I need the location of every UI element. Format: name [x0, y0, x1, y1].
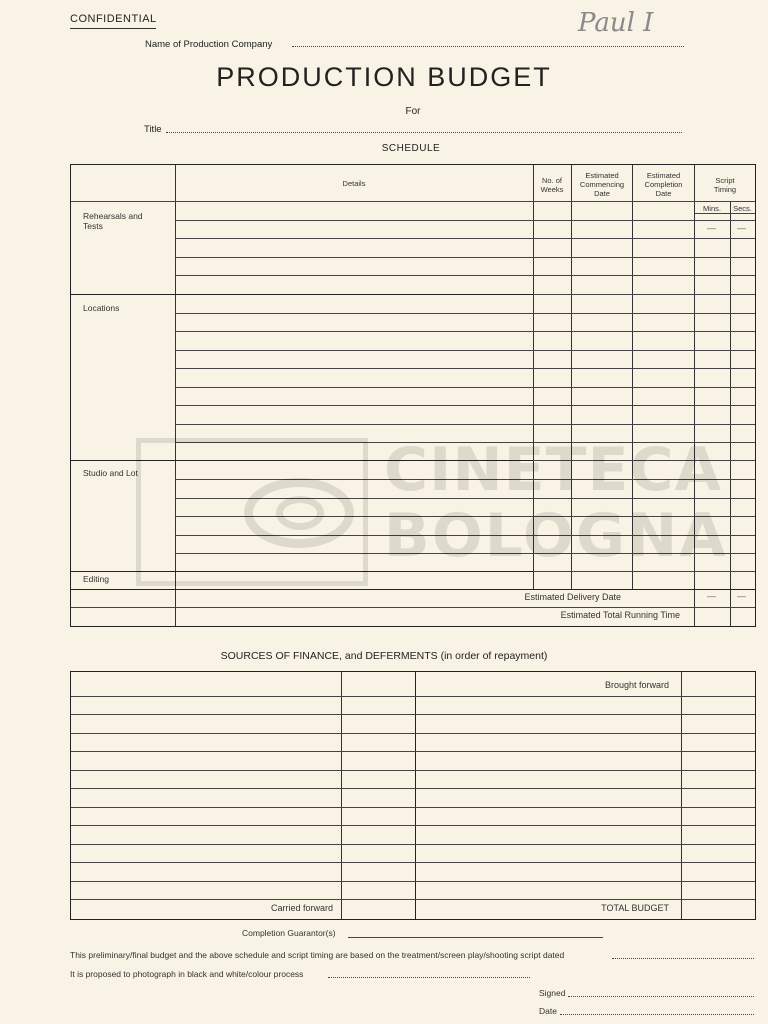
completion-header: Estimated Completion Date: [644, 171, 683, 198]
row-rule: [175, 350, 755, 351]
row-rule: [533, 294, 755, 295]
delivery-date-label: Estimated Delivery Date: [524, 592, 621, 602]
running-time-label: Estimated Total Running Time: [560, 610, 680, 620]
title-label: Title: [144, 124, 162, 135]
date-field[interactable]: [560, 1014, 754, 1015]
secs-dash: —: [737, 223, 746, 233]
photograph-process-field[interactable]: [328, 977, 530, 978]
details-header: Details: [342, 179, 366, 188]
production-company-field[interactable]: [292, 46, 684, 47]
row-rule: [175, 368, 755, 369]
finance-table: [70, 671, 756, 920]
row-rule: [71, 881, 755, 882]
budget-basis-note: This preliminary/final budget and the above schedule and script timing are based on the treatment/screen play/shooting script dated: [70, 950, 565, 960]
secs-dash: —: [737, 591, 746, 601]
timing-subheader-rule: [694, 213, 755, 214]
row-rule: [175, 257, 755, 258]
script-date-field[interactable]: [612, 958, 754, 959]
confidential-label: CONFIDENTIAL: [70, 13, 157, 25]
row-rule: [175, 313, 755, 314]
carried-forward-label: Carried forward: [270, 903, 333, 913]
signed-label: Signed: [539, 988, 566, 998]
locations-label: Locations: [83, 303, 120, 313]
row-rule: [71, 825, 755, 826]
date-label: Date: [539, 1006, 557, 1016]
row-rule: [175, 331, 755, 332]
completion-guarantor-field[interactable]: [348, 937, 603, 938]
row-rule: [71, 696, 755, 697]
mins-header: Mins.: [703, 204, 721, 213]
document-title: PRODUCTION BUDGET: [216, 62, 552, 92]
row-rule: [71, 751, 755, 752]
schedule-heading: SCHEDULE: [381, 143, 441, 154]
studio-label: Studio and Lot: [83, 468, 138, 478]
watermark-line-2: BOLOGNA: [384, 501, 728, 571]
header-rule: [71, 201, 755, 202]
row-rule: [175, 405, 755, 406]
commencing-header: Estimated Commencing Date: [579, 171, 625, 198]
script-timing-header: Script Timing: [713, 176, 737, 194]
watermark-line-1: CINETECA: [384, 435, 722, 505]
mins-dash: —: [707, 591, 716, 601]
editing-label: Editing: [83, 574, 109, 584]
completion-guarantor-label: Completion Guarantor(s): [242, 928, 336, 938]
row-rule: [175, 275, 755, 276]
row-rule: [71, 770, 755, 771]
rehearsals-label: Rehearsals and Tests: [83, 211, 143, 231]
confidential-underline: [70, 28, 156, 29]
row-rule: [71, 844, 755, 845]
photograph-process-note: It is proposed to photograph in black and white/colour process: [70, 969, 304, 979]
row-rule: [175, 387, 755, 388]
row-rule: [71, 714, 755, 715]
row-rule: [71, 899, 755, 900]
row-rule: [71, 807, 755, 808]
signed-field[interactable]: [568, 996, 754, 997]
mins-dash: —: [707, 223, 716, 233]
handwritten-note: Paul I: [578, 8, 654, 38]
cineteca-watermark: [136, 435, 728, 588]
total-budget-label: TOTAL BUDGET: [601, 903, 669, 913]
section-rule: [71, 589, 755, 590]
weeks-header: No. of Weeks: [540, 176, 564, 194]
watermark-logo-inner: [276, 496, 324, 530]
for-label: For: [405, 106, 421, 117]
finance-heading: SOURCES OF FINANCE, and DEFERMENTS (in order of repayment): [220, 650, 548, 662]
title-field[interactable]: [166, 132, 682, 133]
secs-header: Secs.: [733, 204, 752, 213]
row-rule: [175, 220, 755, 221]
row-rule: [71, 607, 755, 608]
production-company-label: Name of Production Company: [145, 39, 273, 50]
row-rule: [71, 788, 755, 789]
brought-forward-label: Brought forward: [604, 680, 669, 690]
row-rule: [175, 238, 755, 239]
column-divider: [730, 201, 731, 626]
section-rule: [71, 294, 533, 295]
row-rule: [71, 862, 755, 863]
row-rule: [175, 424, 755, 425]
row-rule: [71, 733, 755, 734]
